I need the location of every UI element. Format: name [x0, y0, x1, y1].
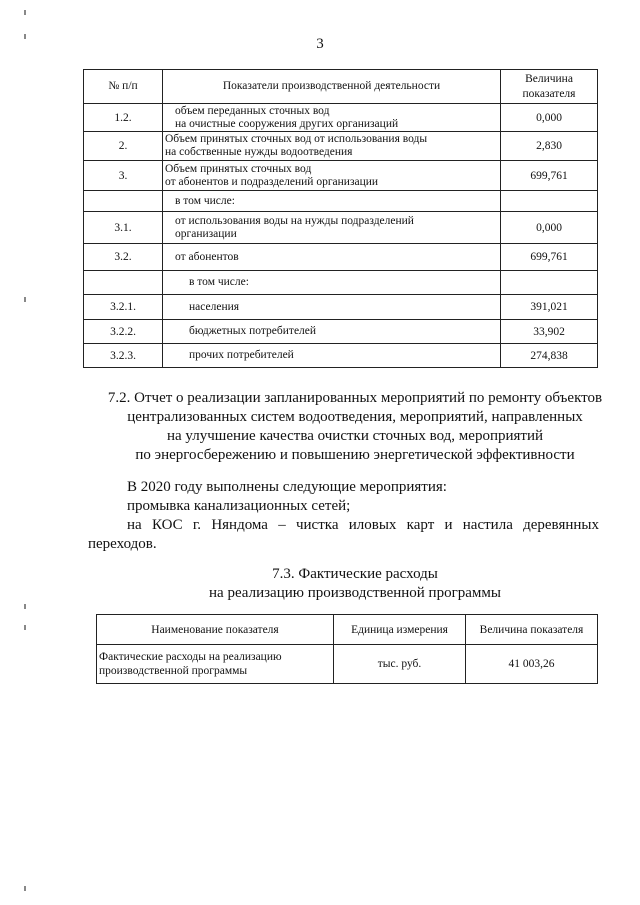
- row-indicator: прочих потребителей: [163, 344, 501, 368]
- word: Няндома: [211, 517, 268, 533]
- table-row: [84, 244, 598, 271]
- header-name: Наименование показателя: [97, 615, 334, 645]
- row-indicator: [163, 132, 501, 161]
- row-indicator-line2: от абонентов и подразделений организации: [165, 175, 379, 188]
- word: –: [278, 517, 286, 533]
- scan-speck: [24, 10, 26, 15]
- row-indicator-line1: объем переданных сточных вод: [175, 104, 330, 117]
- scan-speck: [24, 886, 26, 891]
- row-indicator: бюджетных потребителей: [163, 320, 501, 344]
- row-indicator: в том числе:: [163, 191, 501, 212]
- section-7-2-title-line3: на улучшение качества очистки сточных вод, мероприятий: [166, 428, 544, 444]
- row-value: 699,761: [501, 161, 598, 191]
- header-value: [501, 70, 598, 104]
- row-num: 2.: [84, 132, 163, 161]
- row-indicator: в том числе:: [163, 271, 501, 295]
- word: и: [444, 517, 453, 533]
- row-value: 41 003,26: [466, 645, 598, 684]
- table-row: [84, 295, 598, 320]
- row-num: 1.2.: [84, 104, 163, 132]
- paragraph-item-2-cont: переходов.: [88, 536, 157, 552]
- row-value: [501, 191, 598, 212]
- header-value-line1: Величина: [525, 72, 573, 85]
- row-indicator: [163, 104, 501, 132]
- row-value: [501, 271, 598, 295]
- header-indicator: Показатели производственной деятельности: [163, 70, 501, 104]
- row-num: 3.1.: [84, 212, 163, 244]
- row-num: [84, 271, 163, 295]
- word: настила: [462, 517, 513, 533]
- row-value: 391,021: [501, 295, 598, 320]
- row-indicator: [163, 161, 501, 191]
- row-name-line1: Фактические расходы на реализацию: [99, 651, 282, 663]
- scan-speck: [24, 604, 26, 609]
- row-name: [97, 645, 334, 684]
- table-row: [84, 132, 598, 161]
- row-num: 3.2.3.: [84, 344, 163, 368]
- table-row: [84, 320, 598, 344]
- section-7-2-title-line1: 7.2. Отчет о реализации запланированных мероприятий по ремонту объектов: [107, 390, 603, 406]
- table-row: [84, 212, 598, 244]
- table-header-row: [97, 615, 598, 645]
- row-name-line2: производственной программы: [99, 665, 248, 677]
- word: карт: [406, 517, 435, 533]
- actual-expenses-table: [96, 614, 598, 684]
- scan-speck: [24, 34, 26, 39]
- section-7-2-title: [60, 389, 640, 465]
- scan-speck: [24, 297, 26, 302]
- production-indicators-table: [83, 69, 598, 368]
- row-indicator-line2: организации: [175, 227, 237, 240]
- row-value: 33,902: [501, 320, 598, 344]
- section-7-3-title-line1: 7.3. Фактические расходы: [272, 566, 438, 582]
- row-num: 3.2.2.: [84, 320, 163, 344]
- section-7-3-title: [60, 565, 640, 603]
- word: деревянных: [523, 517, 599, 533]
- row-indicator: [163, 212, 501, 244]
- row-value: 2,830: [501, 132, 598, 161]
- section-7-3-title-line2: на реализацию производственной программы: [209, 585, 501, 601]
- row-num: 3.2.: [84, 244, 163, 271]
- row-value: 0,000: [501, 104, 598, 132]
- paragraph-item-1: промывка канализационных сетей;: [127, 498, 351, 514]
- header-value: Величина показателя: [466, 615, 598, 645]
- row-indicator: от абонентов: [163, 244, 501, 271]
- table-row: [84, 271, 598, 295]
- row-value: 0,000: [501, 212, 598, 244]
- row-num: 3.2.1.: [84, 295, 163, 320]
- table-header-row: [84, 70, 598, 104]
- row-indicator-line1: Объем принятых сточных вод: [165, 162, 312, 175]
- table-row: [97, 645, 598, 684]
- row-num: [84, 191, 163, 212]
- row-indicator-line1: Объем принятых сточных вод от использования воды: [165, 133, 428, 145]
- section-7-2-title-line2: централизованных систем водоотведения, мероприятий, направленных: [127, 409, 583, 425]
- table-row: [84, 104, 598, 132]
- word: г.: [192, 517, 202, 533]
- table-row: [84, 191, 598, 212]
- section-7-2-title-line4: по энергосбережению и повышению энергетической эффективности: [135, 447, 575, 463]
- table-row: [84, 161, 598, 191]
- word: на: [127, 517, 142, 533]
- row-value: 274,838: [501, 344, 598, 368]
- page-number: 3: [316, 36, 324, 52]
- paragraph-intro: В 2020 году выполнены следующие мероприятия:: [127, 479, 447, 495]
- row-indicator: населения: [163, 295, 501, 320]
- row-indicator-line2: на очистные сооружения других организаций: [175, 117, 399, 130]
- row-indicator-line2: на собственные нужды водоотведения: [165, 146, 353, 158]
- header-value-line2: показателя: [522, 87, 576, 100]
- paragraph-item-2: [127, 516, 599, 535]
- header-unit: Единица измерения: [334, 615, 466, 645]
- word: иловых: [348, 517, 397, 533]
- table-row: [84, 344, 598, 368]
- header-num: № п/п: [84, 70, 163, 104]
- row-value: 699,761: [501, 244, 598, 271]
- word: чистка: [295, 517, 339, 533]
- row-unit: тыс. руб.: [334, 645, 466, 684]
- scan-speck: [24, 625, 26, 630]
- row-num: 3.: [84, 161, 163, 191]
- word: КОС: [151, 517, 183, 533]
- row-indicator-line1: от использования воды на нужды подразделений: [175, 214, 414, 227]
